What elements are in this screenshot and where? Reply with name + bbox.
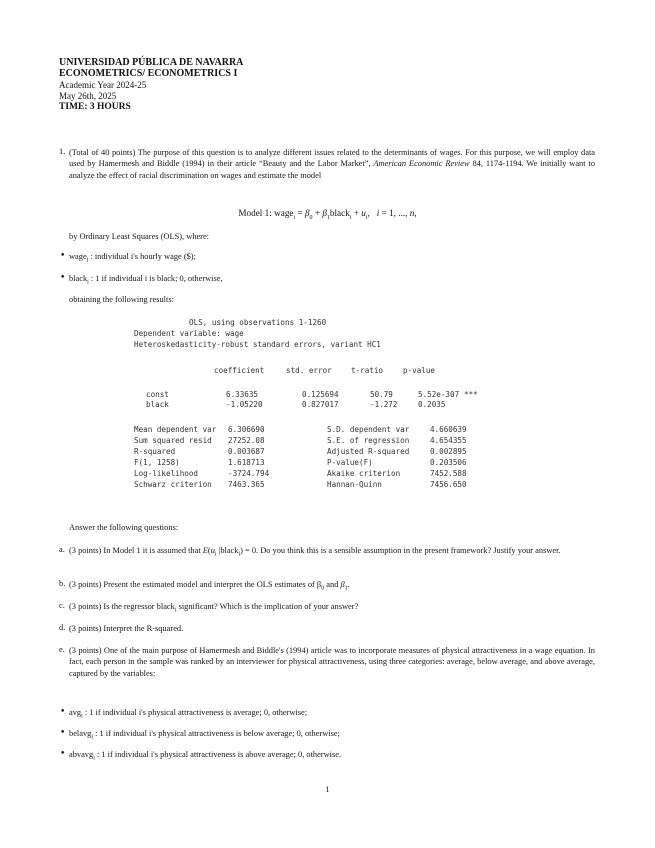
stat-value: 4.654355 (430, 436, 467, 445)
part-b-text-body: (3 points) Present the estimated model and interpret the OLS estimates of β (69, 580, 322, 589)
row-coef: -1.05220 (226, 400, 263, 409)
part-a-text: (3 points) In Model 1 it is assumed that $E(u_i$ |black$_i$) = 0. Do you think this is a sensible assumption in the present framework? Justify your answer. (69, 546, 561, 558)
stat-value: 27252.08 (228, 436, 265, 445)
table-row (146, 390, 478, 400)
stats-row (134, 425, 467, 435)
stat-label: Hannan-Quinn (327, 480, 382, 489)
page-number: 1 (325, 785, 330, 794)
exam-time: TIME: 3 HOURS (59, 102, 131, 113)
stat-label: S.D. dependent var (327, 425, 410, 434)
bullet-dot: • (60, 707, 66, 717)
intro-text-b: 84, 1174-1194. We initially want to analyze the effect of racial discrimination on wages and estimate the model (69, 159, 596, 180)
stat-label: Sum squared resid (134, 436, 212, 445)
stats-row (134, 480, 467, 490)
stat-value: 7456.650 (430, 480, 467, 489)
var-avg-def: avg$_i$ : 1 if individual i's physical attractiveness is average; 0, otherwise; (69, 708, 308, 720)
col-p-value: p-value (403, 366, 436, 375)
var-black-text: : 1 if individual i is black; 0, otherwise, (88, 274, 223, 283)
stat-label: F(1, 1258) (134, 458, 180, 467)
stat-label: S.E. of regression (327, 436, 410, 445)
ols-table-header (214, 366, 435, 376)
stat-value: 0.002895 (430, 447, 467, 456)
question-intro (69, 147, 595, 181)
part-e-text: (3 points) One of the main purpose of Hamermesh and Biddle's (1994) article was to incorporate measures of physical attractiveness in a wage equation. In fact, each person in the sample was ranked by an interviewer for physical attractiveness, using three categories: average, below average, and above average, captured by the variables: (69, 646, 595, 678)
stat-value: -3724.794 (228, 469, 270, 478)
var-belavg-def: belavg$_i$ : 1 if individual i's physical attractiveness is below average; 0, otherwise; (69, 729, 340, 741)
academic-year: Academic Year 2024-25 (59, 79, 147, 90)
part-a-text2: = 0. Do you think this is a sensible assumption in the present framework? Justify your answer. (242, 546, 561, 555)
stat-label: Log-likelihood (134, 469, 199, 478)
ols-sentence: by Ordinary Least Squares (OLS), where: (69, 232, 210, 241)
stat-label: Schwarz criterion (134, 480, 212, 489)
var-abvavg-text: : 1 if individual i's physical attractiveness is above average; 0, otherwise. (94, 750, 342, 759)
stat-label: Akaike criterion (327, 469, 401, 478)
part-e-label: e. (59, 645, 65, 654)
part-a-label: a. (59, 545, 65, 554)
model-label: Model 1: (238, 208, 272, 218)
stat-value: 4.660639 (430, 425, 467, 434)
var-avg-text: : 1 if individual i's physical attractiveness is average; 0, otherwise; (82, 708, 308, 717)
row-stars: *** (464, 390, 478, 399)
obtaining-text: obtaining the following results: (69, 295, 174, 304)
stat-value: 1.618713 (228, 458, 265, 467)
intro-text-a: (Total of 40 points) The purpose of this question is to analyze different issues related to the determinants of wages. For this purpose, we will employ data used by Hamermesh and Biddle (1994) in their article “Beauty and the Labor Market”, (69, 148, 595, 169)
stat-value: 6.306690 (228, 425, 265, 434)
row-p: 0.2035 (418, 400, 446, 409)
row-name: const (146, 390, 169, 399)
stat-value: 7463.365 (228, 480, 265, 489)
col-t-ratio: t-ratio (351, 366, 384, 375)
bullet-dot: • (60, 251, 66, 261)
bullet-dot: • (60, 273, 66, 283)
stat-label: P-value(F) (327, 458, 373, 467)
stats-row (134, 447, 467, 457)
stat-label: R-squared (134, 447, 176, 456)
model-equation: Model 1: wage$_i$ = $\beta_0$ + $\beta_1black_i + u_i$, i = 1, ..., n, (238, 208, 417, 221)
var-black-def: black$_i$ : 1 if individual i is black; 0, otherwise, (69, 274, 223, 286)
row-t: 50.79 (370, 390, 393, 399)
row-t: -1.272 (370, 400, 398, 409)
var-belavg-text: : 1 if individual i's physical attractiveness is below average; 0, otherwise; (93, 729, 340, 738)
stats-row (134, 436, 467, 446)
journal-name: American Economic Review (373, 159, 470, 169)
stat-value: 0.203506 (430, 458, 467, 467)
row-name: black (146, 400, 169, 409)
var-abvavg-def: abvavg$_i$ : 1 if individual i's physical attractiveness is above average; 0, otherwise. (69, 750, 342, 762)
col-std-error: std. error (286, 366, 332, 375)
part-c-text2: significant? Which is the implication of your answer? (176, 602, 359, 611)
part-d-text: (3 points) Interpret the R-squared. (69, 624, 184, 633)
ols-title: OLS, using observations 1-1260 (189, 318, 327, 327)
ols-hetero: Heteroskedasticity-robust standard errors, variant HC1 (134, 340, 381, 349)
stat-value: 7452.588 (430, 469, 467, 478)
answer-prompt: Answer the following questions: (69, 523, 179, 532)
col-coefficient: coefficient (214, 366, 265, 375)
stats-row (134, 469, 467, 479)
exam-date: May 26th, 2025 (59, 90, 117, 101)
part-a-text1: (3 points) In Model 1 it is assumed that (69, 546, 203, 555)
var-wage-def: wage$_i$ : individual i's hourly wage ($); (69, 252, 196, 264)
bullet-dot: • (60, 728, 66, 738)
stat-value: 0.003687 (228, 447, 265, 456)
part-d-label: d. (59, 623, 66, 632)
stat-label: Mean dependent var (134, 425, 217, 434)
stat-label: Adjusted R-squared (327, 447, 410, 456)
part-b-label: b. (59, 579, 66, 588)
exam-header (59, 57, 243, 113)
table-row (146, 400, 464, 410)
part-b-text: (3 points) Present the estimated model and interpret the OLS estimates of $\beta_0$ and $\beta_1$. (69, 580, 350, 592)
part-c-label: c. (59, 601, 65, 610)
row-p: 5.52e-307 (418, 390, 460, 399)
var-wage-text: : individual i's hourly wage ($); (88, 252, 196, 261)
question-number: 1. (59, 147, 66, 156)
ols-dependent: Dependent variable: wage (134, 329, 244, 338)
part-c-text1: (3 points) Is the regressor black (69, 602, 175, 611)
row-se: 0.125694 (302, 390, 339, 399)
model-eq-lhs: wage (274, 208, 294, 218)
stats-row (134, 458, 467, 468)
row-se: 0.827017 (302, 400, 339, 409)
row-coef: 6.33635 (226, 390, 259, 399)
bullet-dot: • (60, 749, 66, 759)
part-c-text: (3 points) Is the regressor black$_i$ significant? Which is the implication of your answer? (69, 602, 359, 614)
course-name: ECONOMETRICS/ ECONOMETRICS I (59, 68, 238, 80)
university-name: UNIVERSIDAD PÚBLICA DE NAVARRA (59, 57, 244, 68)
